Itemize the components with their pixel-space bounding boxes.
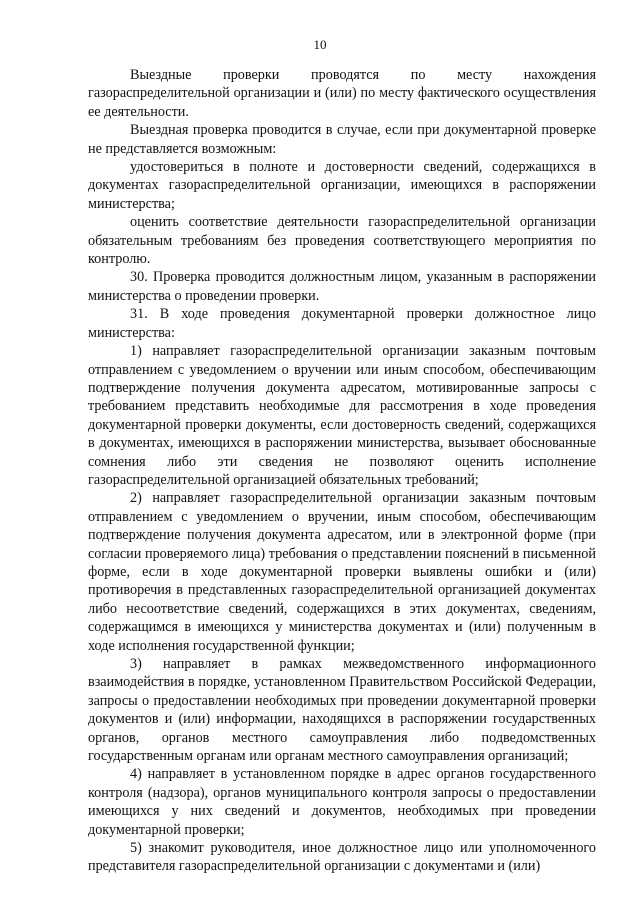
- paragraph-onsite-inspection-conditions: Выездная проверка проводится в случае, если при документарной проверке не представляется возможным:: [88, 122, 596, 157]
- paragraph-verify-completeness: удостовериться в полноте и достоверности сведений, содержащихся в документах газораспределительной организации, имеющихся в распоряжении министерства;: [88, 159, 596, 212]
- paragraph-item-4: 4) направляет в установленном порядке в адрес органов государственного контроля (надзора), органов муниципального контроля запросы о предоставлении имеющихся у них сведений и документов, необходимых при проведении документарной проверки;: [88, 766, 596, 838]
- paragraph-item-3: 3) направляет в рамках межведомственного информационного взаимодействия в порядке, установленном Правительством Российской Федерации, запросы о предоставлении необходимых при проведении документарной проверки документов и (или) информации, находящихся в распоряжении государственных органов, органов местного самоуправления либо подведомственных государственным органам или органам местного самоуправления организаций;: [88, 656, 596, 765]
- document-body: [88, 66, 596, 876]
- paragraph-onsite-inspection-location: Выездные проверки проводятся по месту нахождения газораспределительной организации и (или) по месту фактического осуществления ее деятельности.: [88, 67, 596, 120]
- paragraph-clause-30: 30. Проверка проводится должностным лицом, указанным в распоряжении министерства о проведении проверки.: [88, 269, 596, 304]
- paragraph-item-5: 5) знакомит руководителя, иное должностное лицо или уполномоченного представителя газораспределительной организации с документами и (или): [88, 840, 596, 875]
- paragraph-assess-compliance: оценить соответствие деятельности газораспределительной организации обязательным требованиям без проведения соответствующего мероприятия по контролю.: [88, 214, 596, 268]
- paragraph-item-2: 2) направляет газораспределительной организации заказным почтовым отправлением с уведомлением о вручении, иным способом, обеспечивающим подтверждение получения документа адресатом, или в электронной форме (при согласии проверяемого лица) требования о представлении пояснений в письменной форме, если в ходе документарной проверки выявлены ошибки и (или) противоречия в представленных газораспределительной организацией документах либо несоответствие сведений, содержащихся в этих документах, сведениям, содержащимся в имеющихся у министерства документах и (или) полученным в ходе исполнения государственной функции;: [88, 490, 596, 654]
- page-number: 10: [313, 37, 327, 52]
- paragraph-item-1: 1) направляет газораспределительной организации заказным почтовым отправлением с уведомлением о вручении или иным способом, обеспечивающим подтверждение получения документа адресатом, мотивированные запросы с требованием представить необходимые для рассмотрения в ходе проведения документарной проверки документы, если достоверность сведений, содержащихся в документах, имеющихся в распоряжении министерства, вызывает обоснованные сомнения либо эти сведения не позволяют оценить исполнение газораспределительной организацией обязательных требований;: [88, 343, 596, 488]
- paragraph-clause-31: 31. В ходе проведения документарной проверки должностное лицо министерства:: [88, 306, 596, 341]
